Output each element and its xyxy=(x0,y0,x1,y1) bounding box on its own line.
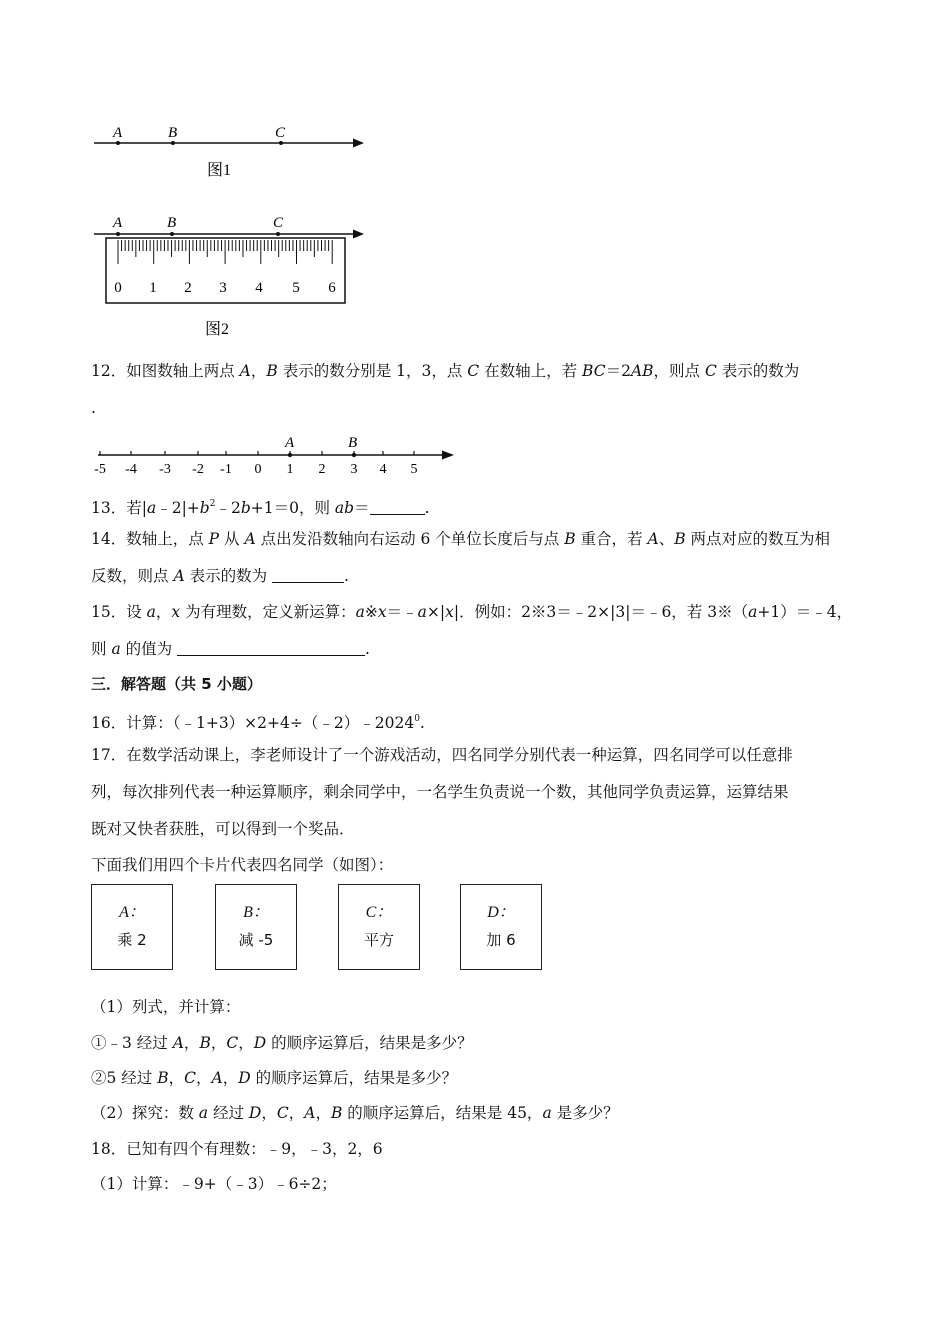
q15-text: 则 xyxy=(91,640,112,658)
card-a xyxy=(91,884,173,970)
axis-label-0: 0 xyxy=(254,462,262,477)
ruler-number-5: 5 xyxy=(292,280,300,296)
q17-var: A xyxy=(304,1104,316,1122)
q17-text: 的顺序运算后，结果是多少？ xyxy=(266,1034,473,1052)
axis-label-3: 3 xyxy=(350,462,358,477)
ruler-number-4: 4 xyxy=(255,280,263,296)
q12-text: 表示的数为 xyxy=(716,362,800,380)
q12-answer-dot: . xyxy=(91,399,96,417)
point-a-label: A xyxy=(113,215,123,231)
q13-text: ﹣2 xyxy=(215,499,241,517)
point-b-label: B xyxy=(168,125,178,141)
q16-text: 16．计算：（﹣1+3）×2+4÷（﹣2）﹣2024 xyxy=(91,714,415,732)
q13-answer-blank[interactable] xyxy=(370,499,425,515)
q17-part-1b xyxy=(91,1068,457,1088)
q15-text: ※ xyxy=(364,603,378,621)
q14-text: 两点对应的数互为相 xyxy=(685,530,831,548)
question-13 xyxy=(91,494,430,518)
q15-text: |．例如：2※3＝﹣2×|3|＝﹣6，若 3※（ xyxy=(453,603,749,621)
q13-text: +1＝0，则 xyxy=(250,499,335,517)
q17-text: （2）探究：数 xyxy=(91,1104,199,1122)
axis-label-neg3: -3 xyxy=(159,462,171,477)
ruler-number-3: 3 xyxy=(219,280,227,296)
q12-var-c: C xyxy=(467,362,480,380)
question-12 xyxy=(91,361,799,381)
q15-var-a: a xyxy=(417,603,427,621)
q14-text: 重合，若 xyxy=(575,530,648,548)
card-value: 减 -5 xyxy=(238,931,274,949)
q14-text: 从 xyxy=(219,530,245,548)
q14-text: 、 xyxy=(658,530,675,548)
q12-text: 12．如图数轴上两点 xyxy=(91,362,240,380)
card-label: B： xyxy=(243,904,269,921)
q14-var-a: A xyxy=(244,530,256,548)
q15-var-a: a xyxy=(748,603,758,621)
q13-exponent: 2 xyxy=(209,499,216,509)
q15-text: ＝﹣ xyxy=(386,603,418,621)
q17-var: a xyxy=(198,1104,209,1122)
q16-text: . xyxy=(419,714,425,732)
question-14-line-1 xyxy=(91,529,830,549)
point-b-dot xyxy=(352,453,356,457)
q17-text: ， xyxy=(222,1069,239,1087)
q12-text: ＝2 xyxy=(605,362,631,380)
q15-answer-blank[interactable] xyxy=(177,640,365,656)
q17-text: ②5 经过 xyxy=(91,1069,158,1087)
point-a-dot xyxy=(116,232,120,236)
point-a-label: A xyxy=(285,435,295,451)
q17-var: A xyxy=(172,1034,184,1052)
q17-text: ， xyxy=(196,1069,212,1087)
question-17-line-2: 列，每次排列代表一种运算顺序，剩余同学中，一名学生负责说一个数，其他同学负责运算，运算结果 xyxy=(91,783,789,801)
arrow-head xyxy=(353,139,364,148)
point-c-dot xyxy=(276,232,280,236)
card-value: 加 6 xyxy=(486,931,516,949)
q17-text: ， xyxy=(288,1104,305,1122)
q17-text: 是多少？ xyxy=(551,1104,619,1122)
q15-text: ×| xyxy=(426,603,446,621)
q17-var: B xyxy=(157,1069,169,1087)
figure-1-number-line xyxy=(88,120,378,182)
q12-text: 在数轴上，若 xyxy=(479,362,583,380)
q17-text: ， xyxy=(238,1034,254,1052)
question-17-line-1: 17．在数学活动课上，李老师设计了一个游戏活动，四名同学分别代表一种运算，四名同学可以任意排 xyxy=(91,746,793,764)
q12-var-bc: BC xyxy=(582,362,606,380)
point-a-dot xyxy=(116,141,120,145)
axis-label-neg4: -4 xyxy=(125,462,137,477)
q14-var-b: B xyxy=(674,530,686,548)
q16-exponent: 0 xyxy=(414,714,420,724)
q17-var: D xyxy=(248,1104,262,1122)
q17-var: C xyxy=(184,1069,196,1087)
ruler-number-2: 2 xyxy=(184,280,192,296)
q15-text: 15．设 xyxy=(91,603,147,621)
q14-var-b: B xyxy=(564,530,576,548)
q15-text: 为有理数，定义新运算： xyxy=(180,603,356,621)
section-heading: 三．解答题（共 5 小题） xyxy=(91,675,262,693)
q14-var-a: A xyxy=(173,567,185,585)
q14-text: 14．数轴上，点 xyxy=(91,530,209,548)
point-c-label: C xyxy=(273,215,284,231)
q15-var-a: a xyxy=(111,640,121,658)
question-14-line-2 xyxy=(91,566,349,586)
q12-var-b: B xyxy=(266,362,278,380)
ruler-number-1: 1 xyxy=(149,280,157,296)
q17-text: 的顺序运算后，结果是多少？ xyxy=(250,1069,458,1087)
q13-var-ab: ab xyxy=(334,499,355,517)
q13-text: ﹣2|+ xyxy=(156,499,200,517)
q12-text: 表示的数分别是 1，3，点 xyxy=(277,362,468,380)
point-b-dot xyxy=(170,232,174,236)
card-label: A： xyxy=(119,904,145,921)
card-d xyxy=(460,884,542,970)
q15-text: +1）＝﹣4， xyxy=(757,603,853,621)
q17-text: ， xyxy=(261,1104,277,1122)
q15-text: . xyxy=(365,640,370,658)
question-15-line-1 xyxy=(91,602,852,622)
figure-2-ruler xyxy=(88,210,378,340)
q12-text: ， xyxy=(250,362,267,380)
q14-text: 反数，则点 xyxy=(91,567,174,585)
axis-label-2: 2 xyxy=(318,462,326,477)
axis-label-1: 1 xyxy=(286,462,294,477)
card-b xyxy=(215,884,297,970)
q15-var-x: x xyxy=(377,603,387,621)
q17-text: ①﹣3 经过 xyxy=(91,1034,173,1052)
q15-text: 的值为 xyxy=(120,640,178,658)
question-17-line-4: 下面我们用四个卡片代表四名同学（如图）： xyxy=(91,856,394,874)
q17-var: B xyxy=(330,1104,343,1122)
question-17-line-3: 既对又快者获胜，可以得到一个奖品． xyxy=(91,820,355,838)
q17-part-2 xyxy=(91,1103,619,1123)
q17-var: D xyxy=(238,1069,251,1087)
q17-var: a xyxy=(542,1104,552,1122)
arrow-head xyxy=(353,230,364,239)
q17-var: D xyxy=(253,1034,267,1052)
q13-text: ＝ xyxy=(354,499,370,517)
q17-part-1: （1）列式，并计算： xyxy=(91,998,241,1016)
q14-answer-blank[interactable] xyxy=(272,567,344,583)
question-18-line-2: （1）计算：﹣9+（﹣3）﹣6÷2； xyxy=(91,1175,337,1193)
q17-text: ， xyxy=(315,1104,331,1122)
question-18-line-1: 18．已知有四个有理数：﹣9，﹣3，2，6 xyxy=(91,1140,383,1158)
card-c xyxy=(338,884,420,970)
q14-var-p: P xyxy=(208,530,220,548)
q14-text: . xyxy=(344,567,349,585)
q14-text: 表示的数为 xyxy=(184,567,272,585)
q15-var-a: a xyxy=(146,603,156,621)
q17-text: ， xyxy=(210,1034,227,1052)
axis-label-neg1: -1 xyxy=(220,462,232,477)
q12-var-a: A xyxy=(239,362,251,380)
axis-label-4: 4 xyxy=(379,462,387,477)
point-b-dot xyxy=(171,141,175,145)
q14-text: 点出发沿数轴向右运动 6 个单位长度后与点 xyxy=(255,530,565,548)
ruler-number-0: 0 xyxy=(114,280,122,296)
q12-number-line xyxy=(88,430,468,478)
q17-part-1a xyxy=(91,1033,473,1053)
card-label: D： xyxy=(487,904,515,921)
q17-text: ， xyxy=(183,1034,200,1052)
q15-var-a: a xyxy=(355,603,365,621)
axis-label-neg2: -2 xyxy=(192,462,204,477)
axis-label-5: 5 xyxy=(410,462,418,477)
q17-var: C xyxy=(226,1034,239,1052)
point-a-label: A xyxy=(113,125,123,141)
question-15-line-2 xyxy=(91,639,370,659)
q17-text: 的顺序运算后，结果是 45， xyxy=(342,1104,543,1122)
point-b-label: B xyxy=(167,215,177,231)
q17-var: B xyxy=(199,1034,211,1052)
card-value: 平方 xyxy=(363,931,394,949)
q15-var-x: x xyxy=(171,603,181,621)
axis-label-neg5: -5 xyxy=(94,462,106,477)
point-a-dot xyxy=(288,453,292,457)
ruler-number-6: 6 xyxy=(328,280,336,296)
q17-text: ， xyxy=(168,1069,185,1087)
point-c-label: C xyxy=(275,125,286,141)
card-value: 乘 2 xyxy=(117,931,147,949)
point-c-dot xyxy=(279,141,283,145)
q12-text: ，则点 xyxy=(653,362,705,380)
q15-var-x: x xyxy=(445,603,454,621)
q14-var-a: A xyxy=(647,530,659,548)
card-label: C： xyxy=(365,904,393,921)
q12-var-c: C xyxy=(704,362,717,380)
q13-var-b: b xyxy=(199,499,210,517)
figure-2-caption: 图2 xyxy=(205,321,230,338)
question-16 xyxy=(91,709,425,733)
q13-text: . xyxy=(424,499,430,517)
figure-1-caption: 图1 xyxy=(207,162,232,179)
q12-var-ab: AB xyxy=(630,362,654,380)
q13-var-b: b xyxy=(240,499,251,517)
q17-var: C xyxy=(276,1104,289,1122)
q17-text: 经过 xyxy=(208,1104,249,1122)
q13-var-a: a xyxy=(146,499,157,517)
arrow-head xyxy=(442,451,454,460)
q15-text: ， xyxy=(155,603,172,621)
point-b-label: B xyxy=(348,435,358,451)
q13-text: 13．若| xyxy=(91,499,147,517)
q17-var: A xyxy=(211,1069,223,1087)
